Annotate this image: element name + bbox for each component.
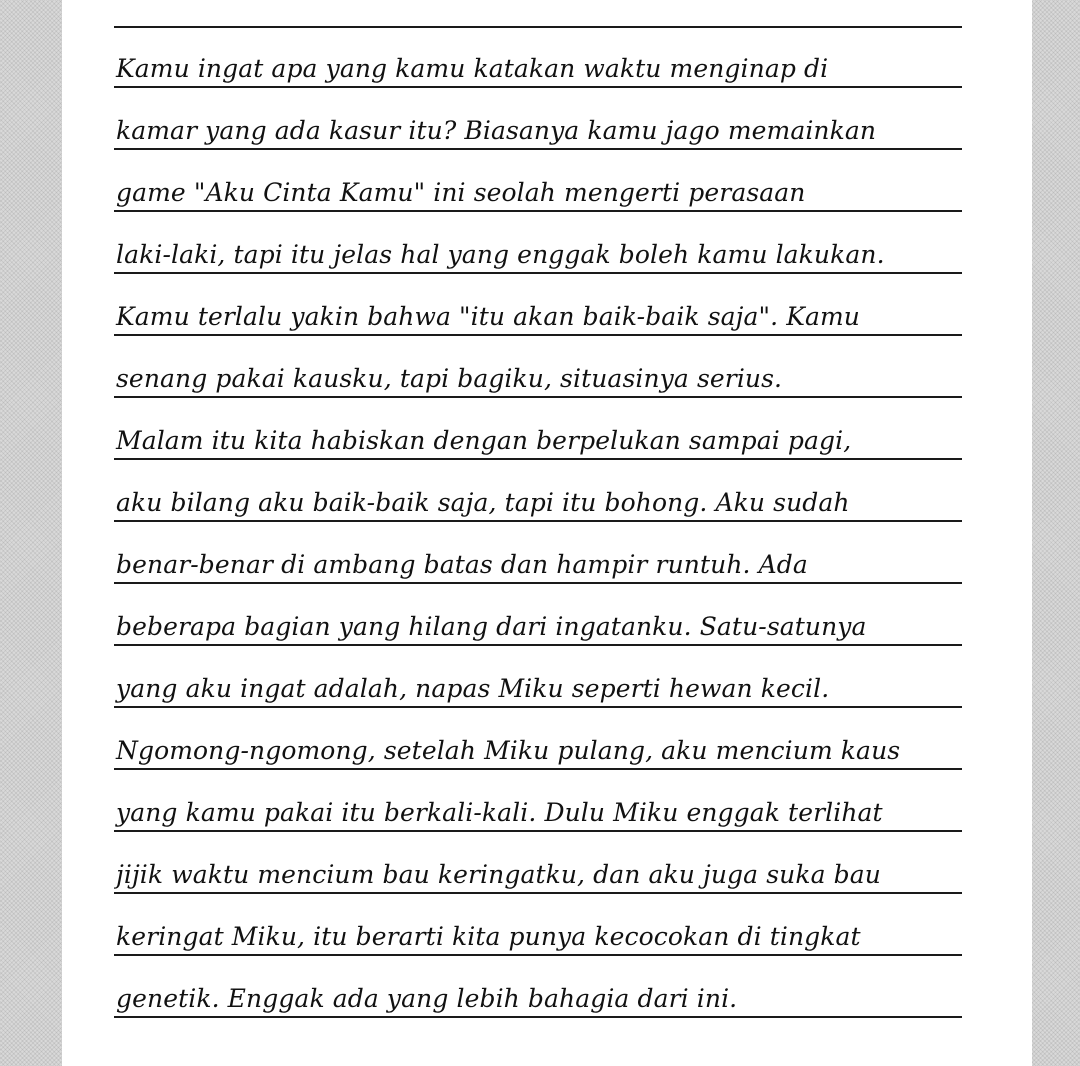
- text-line: jijik waktu mencium bau keringatku, dan aku juga suka bau: [114, 834, 962, 894]
- text-line: game "Aku Cinta Kamu" ini seolah mengerti perasaan: [114, 152, 962, 212]
- text-line: benar-benar di ambang batas dan hampir runtuh. Ada: [114, 524, 962, 584]
- text-line: senang pakai kausku, tapi bagiku, situasinya serius.: [114, 338, 962, 398]
- text-line: genetik. Enggak ada yang lebih bahagia dari ini.: [114, 958, 962, 1018]
- text-line: kamar yang ada kasur itu? Biasanya kamu jago memainkan: [114, 90, 962, 150]
- text-line: yang kamu pakai itu berkali-kali. Dulu Miku enggak terlihat: [114, 772, 962, 832]
- text-line: beberapa bagian yang hilang dari ingatanku. Satu-satunya: [114, 586, 962, 646]
- text-line: Kamu terlalu yakin bahwa "itu akan baik-baik saja". Kamu: [114, 276, 962, 336]
- text-line: keringat Miku, itu berarti kita punya kecocokan di tingkat: [114, 896, 962, 956]
- text-line: laki-laki, tapi itu jelas hal yang enggak boleh kamu lakukan.: [114, 214, 962, 274]
- text-line: Ngomong-ngomong, setelah Miku pulang, aku mencium kaus: [114, 710, 962, 770]
- text-line: Malam itu kita habiskan dengan berpelukan sampai pagi,: [114, 400, 962, 460]
- text-line: aku bilang aku baik-baik saja, tapi itu bohong. Aku sudah: [114, 462, 962, 522]
- text-line: yang aku ingat adalah, napas Miku seperti hewan kecil.: [114, 648, 962, 708]
- text-line: Kamu ingat apa yang kamu katakan waktu menginap di: [114, 28, 962, 88]
- notebook-page: [62, 0, 1032, 1066]
